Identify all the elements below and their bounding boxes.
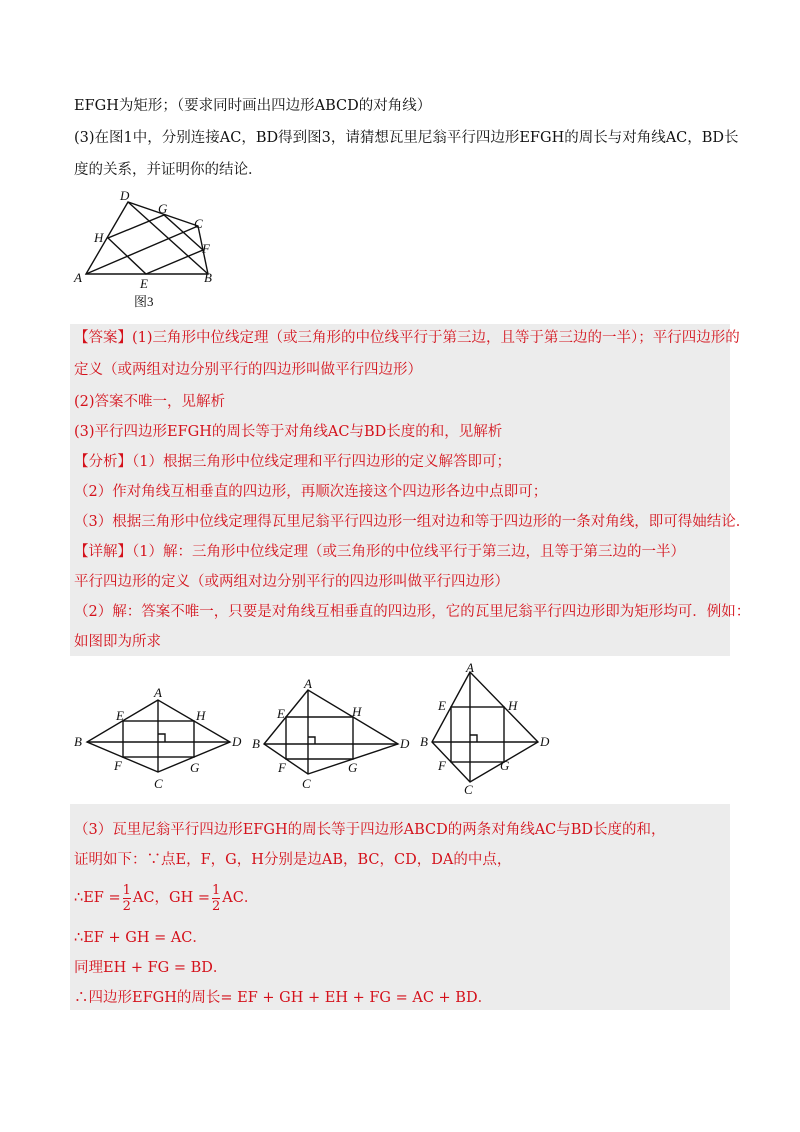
- fraction-2-denominator: 2: [211, 898, 221, 914]
- fig3-label-h: H: [94, 230, 104, 245]
- fig-2-label-e: E: [277, 706, 285, 721]
- fig-1-label-c: C: [154, 776, 163, 791]
- question-line-3: 度的关系，并证明你的结论．: [74, 162, 263, 178]
- fig-3-label-c: C: [464, 782, 473, 797]
- fig-2-label-b: B: [252, 736, 260, 751]
- fraction-2-numerator: 1: [211, 882, 221, 898]
- fraction-half-1: [123, 883, 131, 914]
- fig3-label-g: G: [158, 201, 168, 216]
- fig3-label-b: B: [204, 270, 212, 285]
- fig3-label-f: F: [202, 241, 210, 256]
- answer-line-2: 定义（或两组对边分别平行的四边形叫做平行四边形）: [74, 362, 422, 378]
- answer-line-1: [74, 328, 740, 348]
- example-figures: [72, 660, 550, 797]
- detail-line-8: ∴EF + GH = AC．: [74, 930, 207, 946]
- fig-3-label-f: F: [438, 758, 446, 773]
- answer-label: 【答案】: [74, 330, 132, 346]
- fig3-label-a: A: [74, 270, 82, 285]
- fraction-1-denominator: 2: [122, 898, 131, 914]
- proof-ac-end: AC．: [222, 890, 259, 906]
- fig-1-label-d: D: [232, 734, 242, 749]
- detail-line-4: 如图即为所求: [74, 634, 161, 650]
- fig-2-label-g: G: [348, 760, 358, 775]
- analysis-label: 【分析】: [74, 454, 132, 470]
- fig-1-label-a: A: [154, 685, 162, 700]
- detail-line-7: [74, 882, 258, 914]
- fig-3-label-a: A: [466, 660, 474, 675]
- fig3-label-c: C: [194, 216, 203, 231]
- answer-1-part-1: (1)三角形中位线定理（或三角形的中位线平行于第三边，且等于第三边的一半）；平行四边形的: [132, 330, 740, 346]
- fig-3-label-d: D: [540, 734, 550, 749]
- detail-line-5: （3）瓦里尼翁平行四边形EFGH的周长等于四边形ABCD的两条对角线AC与BD长度的和，: [74, 822, 666, 838]
- figure-3: [70, 188, 230, 313]
- fig-2-label-c: C: [302, 776, 311, 791]
- detail-1: （1）解：三角形中位线定理（或三角形的中位线平行于第三边，且等于第三边的一半）: [132, 544, 685, 560]
- detail-line-6: 证明如下：∵点E，F，G，H分别是边AB，BC，CD，DA的中点，: [74, 852, 512, 868]
- fig3-label-d: D: [120, 188, 130, 203]
- fig-2-label-f: F: [278, 760, 286, 775]
- detail-line-2: 平行四边形的定义（或两组对边分别平行的四边形叫做平行四边形）: [74, 574, 509, 590]
- detail-line-3: （2）解：答案不唯一，只要是对角线互相垂直的四边形，它的瓦里尼翁平行四边形即为矩形均可．例如：: [74, 604, 751, 620]
- detail-line-9: 同理EH + FG = BD．: [74, 960, 228, 976]
- fig3-caption: 图3: [134, 294, 154, 309]
- fig-1-label-g: G: [190, 760, 200, 775]
- fig-3-label-h: H: [508, 698, 518, 713]
- proof-ef-eq: ∴EF =: [74, 890, 121, 906]
- fig-3-label-e: E: [438, 698, 446, 713]
- analysis-line-2: （2）作对角线互相垂直的四边形，再顺次连接这个四边形各边中点即可；: [74, 484, 548, 500]
- question-line-1: EFGH为矩形；（要求同时画出四边形ABCD的对角线）: [74, 98, 432, 114]
- fig3-label-e: E: [140, 276, 148, 291]
- fig-1-label-f: F: [114, 758, 122, 773]
- fig-1-label-h: H: [196, 708, 206, 723]
- fig-2-label-d: D: [400, 736, 410, 751]
- detail-line-1: [74, 542, 685, 562]
- fraction-1-numerator: 1: [122, 882, 131, 898]
- analysis-line-3: （3）根据三角形中位线定理得瓦里尼翁平行四边形一组对边和等于四边形的一条对角线，即可得妯结论．: [74, 514, 751, 530]
- answer-line-4: (3)平行四边形EFGH的周长等于对角线AC与BD长度的和，见解析: [74, 424, 503, 440]
- question-line-2: (3)在图1中，分别连接AC，BD得到图3，请猜想瓦里尼翁平行四边形EFGH的周长与对角线AC，BD长: [74, 130, 739, 146]
- answer-line-3: (2)答案不唯一，见解析: [74, 394, 226, 410]
- fig-3-label-b: B: [420, 734, 428, 749]
- proof-gh-eq: AC，GH =: [132, 890, 210, 906]
- fraction-half-2: [212, 883, 220, 914]
- fig-2-label-a: A: [304, 676, 312, 691]
- fig-3-label-g: G: [500, 758, 510, 773]
- analysis-line-1: [74, 452, 511, 472]
- fig-1-label-b: B: [74, 734, 82, 749]
- detail-label: 【详解】: [74, 544, 132, 560]
- detail-line-10: ∴四边形EFGH的周长= EF + GH + EH + FG = AC + BD．: [74, 990, 493, 1006]
- fig-1-label-e: E: [116, 708, 124, 723]
- fig-2-label-h: H: [352, 704, 362, 719]
- analysis-1: （1）根据三角形中位线定理和平行四边形的定义解答即可；: [132, 454, 511, 470]
- fig3-diagonal-bd: [128, 202, 208, 274]
